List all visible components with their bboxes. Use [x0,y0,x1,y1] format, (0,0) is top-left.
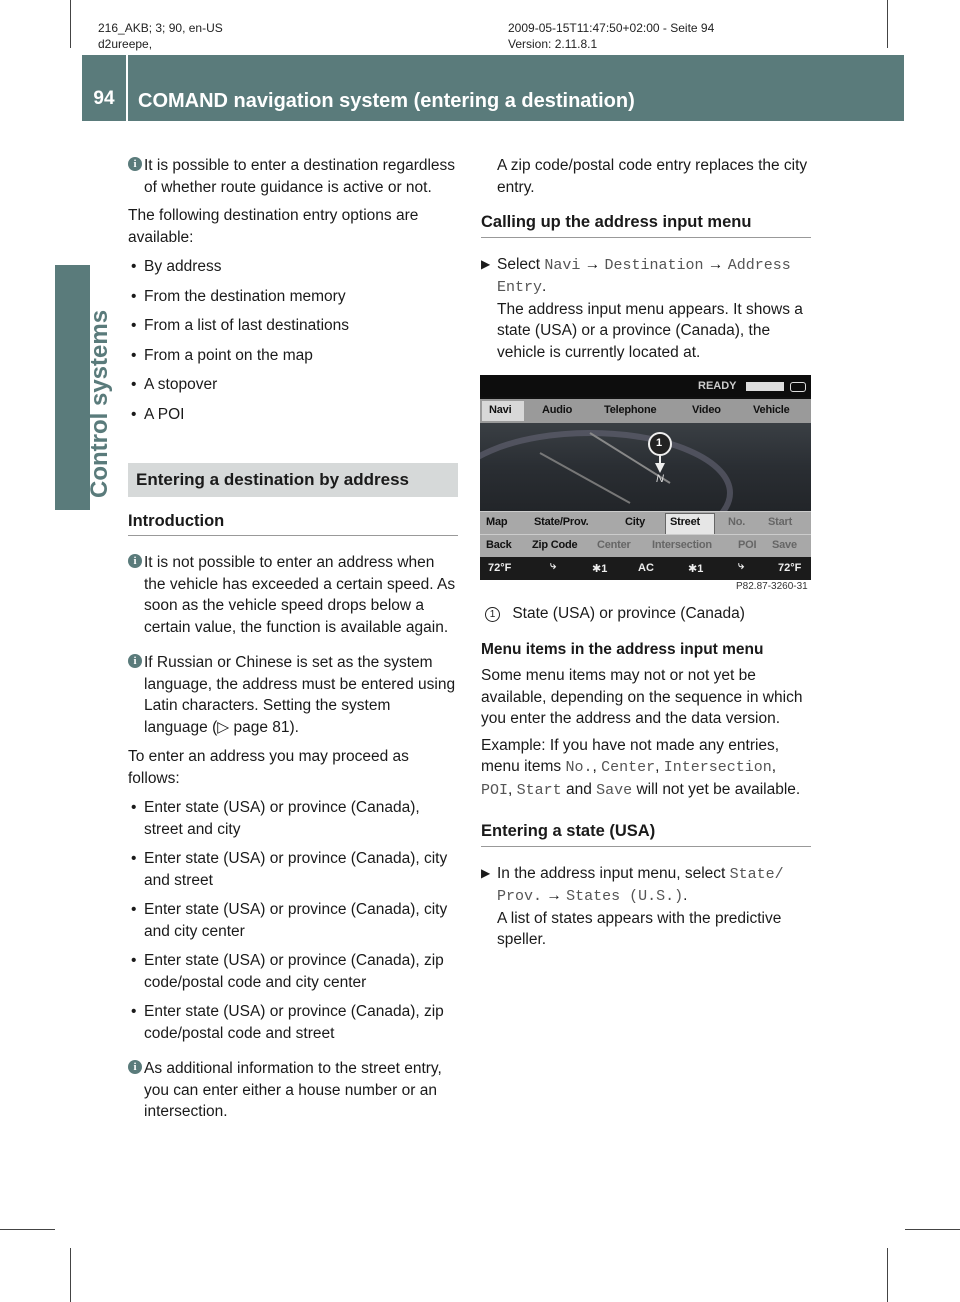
info-icon: i [128,554,142,568]
note-text: If Russian or Chinese is set as the system language, the address must be entered using Latin characters. Setting the system language (▷ page 81). [144,654,456,736]
list-item: • Enter state (USA) or province (Canada), zip code/postal code and city center [128,950,458,993]
info-icon: i [128,157,142,171]
path-arrow: → [546,887,562,904]
screen-address-row-1 [480,511,811,534]
menu-telephone[interactable]: Telephone [604,404,657,416]
screen-main-menu [480,399,811,423]
code-no: No. [565,759,593,776]
signal-icon [746,382,784,391]
item-poi[interactable]: POI [738,539,757,551]
screen-map [480,423,811,511]
state-heading: Entering a state (USA) [481,821,811,847]
item-state-prov[interactable]: State/Prov. [534,516,589,528]
crop-mark [905,1229,960,1230]
note-2 [128,552,458,638]
info-icon: i [128,1060,142,1074]
header-divider [126,55,128,121]
meta-top-left [98,20,223,52]
ac-label: AC [638,562,654,574]
list-item: • Enter state (USA) or province (Canada), street and city [128,797,458,840]
page-title: COMAND navigation system (entering a destination) [138,90,635,112]
item-city[interactable]: City [625,516,645,528]
note-3 [128,652,458,738]
menu-items-heading: Menu items in the address input menu [481,640,764,658]
step-punct: . [683,887,688,904]
zip-note: A zip code/postal code entry replaces the city entry. [497,157,808,196]
list-item: • Enter state (USA) or province (Canada), city and city center [128,899,458,942]
path-arrow: → [584,255,601,273]
list-item: • By address [128,256,458,278]
code-intersection: Intersection [663,759,772,776]
step-punct: . [542,278,547,295]
figure-code: P82.87-3260-31 [736,581,808,592]
introduction-heading: Introduction [128,511,458,537]
item-save[interactable]: Save [772,539,797,551]
item-no[interactable]: No. [728,516,746,528]
example-text: and [565,780,592,798]
proceed-list [128,797,458,1044]
comand-screen-figure [480,375,811,580]
compass-label: N [656,473,664,485]
seat-icon: ⤷ [550,560,557,572]
caption-text: State (USA) or province (Canada) [512,605,745,622]
step-desc: The address input menu appears. It shows a state (USA) or a province (Canada), the vehicle is currently located at. [497,300,803,361]
side-tab [55,265,90,510]
note-4 [128,1058,458,1123]
code-poi: POI [481,781,509,799]
meta-line: d2ureepe, [98,37,153,51]
code-save: Save [596,781,633,799]
right-column [481,155,811,369]
menu-video[interactable]: Video [692,404,721,416]
path-arrow: → [707,255,724,273]
menu-vehicle[interactable]: Vehicle [753,404,790,416]
calling-heading: Calling up the address input menu [481,212,811,238]
menu-path-code: Address Entry [497,256,791,296]
step-text: In the address input menu, select [497,864,726,882]
code-center: Center [601,759,656,776]
screen-address-row-2 [480,534,811,557]
section-heading: Entering a destination by address [128,463,458,497]
crop-mark [887,1248,888,1302]
item-center[interactable]: Center [597,539,631,551]
item-start[interactable]: Start [768,516,793,528]
crop-mark [70,0,71,48]
item-map[interactable]: Map [486,516,508,528]
menu-audio[interactable]: Audio [542,404,573,416]
menu-path-code: States (U.S.) [566,888,684,905]
figure-caption [481,603,811,625]
left-column [128,155,458,1123]
list-item: • A POI [128,404,458,426]
list-item: • Enter state (USA) or province (Canada), zip code/postal code and street [128,1001,458,1044]
menu-navi[interactable]: Navi [489,404,512,416]
status-text: READY [698,380,737,392]
fan-icon: ✱1 [688,563,704,575]
code-start: Start [516,781,562,799]
screen-status-bar [480,375,811,397]
screen-climate-bar [480,557,811,580]
temp-right: 72°F [778,562,802,574]
item-back[interactable]: Back [486,539,512,551]
meta-line: 2009-05-15T11:47:50+02:00 - Seite 94 [508,21,715,35]
meta-top-right [508,20,714,52]
note-text: It is not possible to enter an address when the vehicle has exceeded a certain speed. As soon as the vehicle speed drops below a certain value, the function is available again. [144,554,456,636]
step-arrow-icon: ▶ [481,256,491,271]
item-street[interactable]: Street [670,516,700,528]
side-tab-label: Control systems [86,309,113,498]
list-item: • A stopover [128,374,458,396]
menu-path-code: Destination [604,256,704,274]
step-2 [481,863,811,951]
seat-icon: ⤷ [738,560,745,572]
example-text: Example: If you have not made any entries, menu items [481,736,780,775]
options-list [128,256,458,425]
crop-mark [70,1248,71,1302]
list-item: • Enter state (USA) or province (Canada), city and street [128,848,458,891]
list-item: • From the destination memory [128,286,458,308]
step-1 [481,254,811,364]
note-text: It is possible to enter a destination regardless of whether route guidance is active or not. [144,157,456,196]
item-zip-code[interactable]: Zip Code [532,539,578,551]
info-icon: i [128,654,142,668]
fan-icon: ✱1 [592,563,608,575]
crop-mark [887,0,888,48]
right-column-lower [481,603,811,951]
note-1 [128,155,458,198]
crop-mark [0,1229,55,1230]
phone-icon [790,382,806,392]
menu-path-code: State/ Prov. [497,865,784,905]
list-item: • From a list of last destinations [128,315,458,337]
step-arrow-icon: ▶ [481,865,491,880]
step-desc: A list of states appears with the predictive speller. [497,909,782,948]
meta-line: Version: 2.11.8.1 [508,37,598,51]
menu-path-code: Navi [544,256,581,274]
item-intersection[interactable]: Intersection [652,539,712,551]
example-text: will not yet be available. [636,780,801,798]
meta-line: 216_AKB; 3; 90, en-US [98,21,223,35]
callout-number: 1 [485,607,500,622]
menu-items-para: Some menu items may not or not yet be available, depending on the sequence in which you enter the address and the data version. [481,667,803,727]
options-intro: The following destination entry options are available: [128,207,419,246]
map-compass-graphic [480,423,811,511]
temp-left: 72°F [488,562,512,574]
list-item: • From a point on the map [128,345,458,367]
step-text: Select [497,255,541,273]
example-para: Example: If you have not made any entries, menu items No., Center, Intersection, POI, Start and Save will not yet be available. [481,736,801,799]
marker-number: 1 [656,437,663,449]
note-text: As additional information to the street entry, you can enter either a house number or an intersection. [144,1060,442,1120]
page-number: 94 [93,88,115,109]
proceed-intro: To enter an address you may proceed as follows: [128,748,409,787]
